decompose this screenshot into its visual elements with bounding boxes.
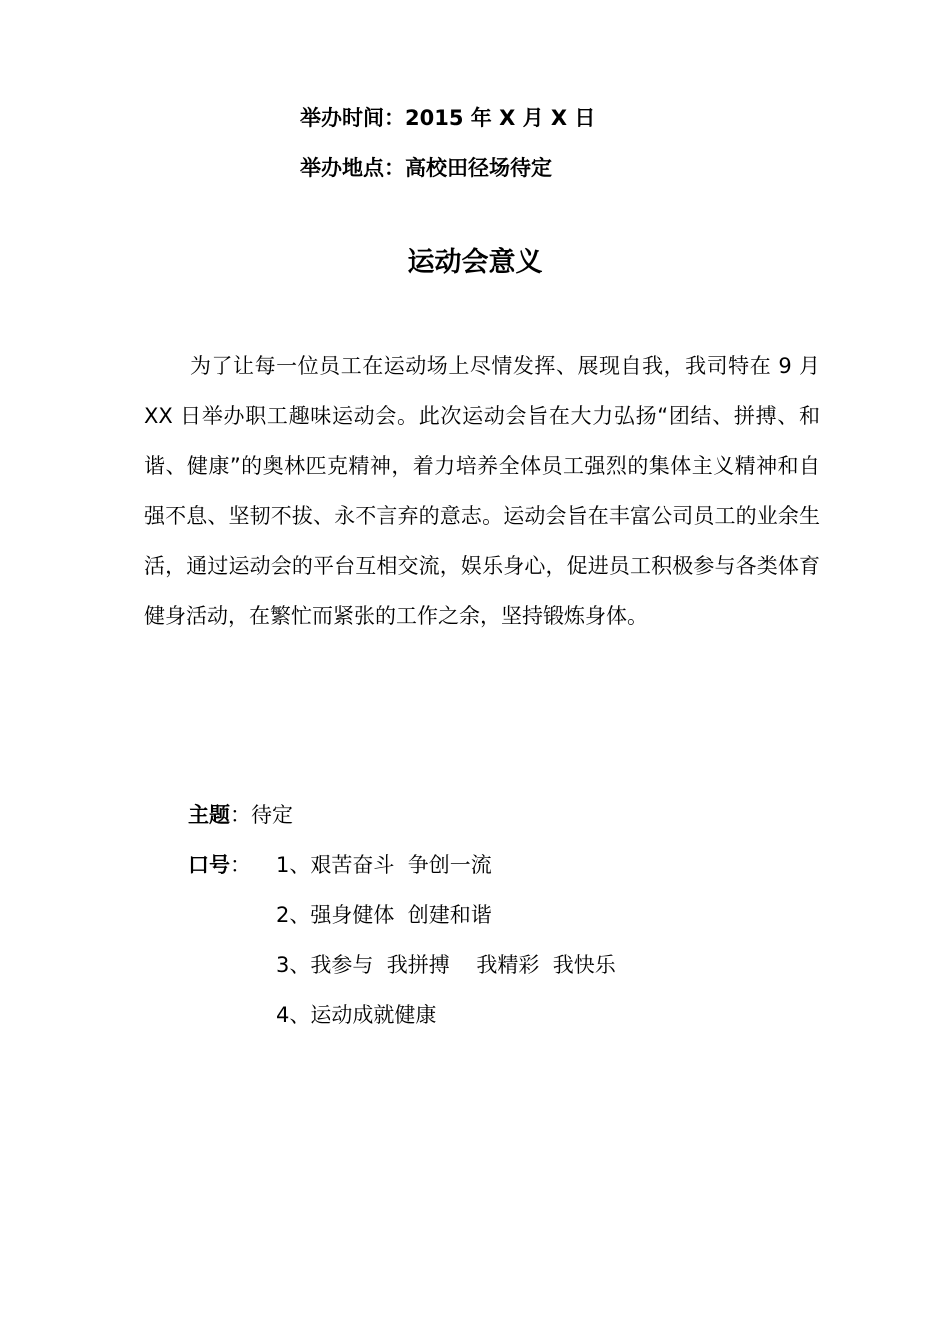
slogan-item: 4、运动成就健康 xyxy=(276,1003,437,1027)
event-venue-line xyxy=(300,154,552,182)
theme-line xyxy=(188,800,293,830)
event-venue-label: 举办地点： xyxy=(300,156,405,180)
theme-value: 待定 xyxy=(251,803,293,827)
slogan-item: 1、艰苦奋斗 争创一流 xyxy=(276,853,492,877)
event-venue-value: 高校田径场待定 xyxy=(405,156,552,180)
event-time-value: 2015 年 X 月 X 日 xyxy=(405,106,596,130)
event-time-line xyxy=(300,104,595,132)
event-time-label: 举办时间： xyxy=(300,106,405,130)
slogan-label-line xyxy=(188,850,251,880)
slogan-label: 口号 xyxy=(188,853,230,877)
significance-paragraph: 为了让每一位员工在运动场上尽情发挥、展现自我，我司特在 9 月 XX 日举办职工趣味运动会。此次运动会旨在大力弘扬“团结、拼搏、和谐、健康”的奥林匹克精神，着力培养全体员工强烈的集体主义精神和自强不息、坚韧不拔、永不言弃的意志。运动会旨在丰富公司员工的业余生活，通过运动会的平台互相交流，娱乐身心，促进员工积极参与各类体育健身活动，在繁忙而紧张的工作之余，坚持锻炼身体。 xyxy=(144,354,820,628)
slogan-separator: ： xyxy=(230,853,251,877)
theme-separator: ： xyxy=(230,803,251,827)
slogan-item: 3、我参与 我拼搏 我精彩 我快乐 xyxy=(276,953,616,977)
theme-label: 主题 xyxy=(188,803,230,827)
slogan-list xyxy=(276,850,616,1050)
section-title: 运动会意义 xyxy=(407,247,543,278)
slogan-item: 2、强身健体 创建和谐 xyxy=(276,903,492,927)
